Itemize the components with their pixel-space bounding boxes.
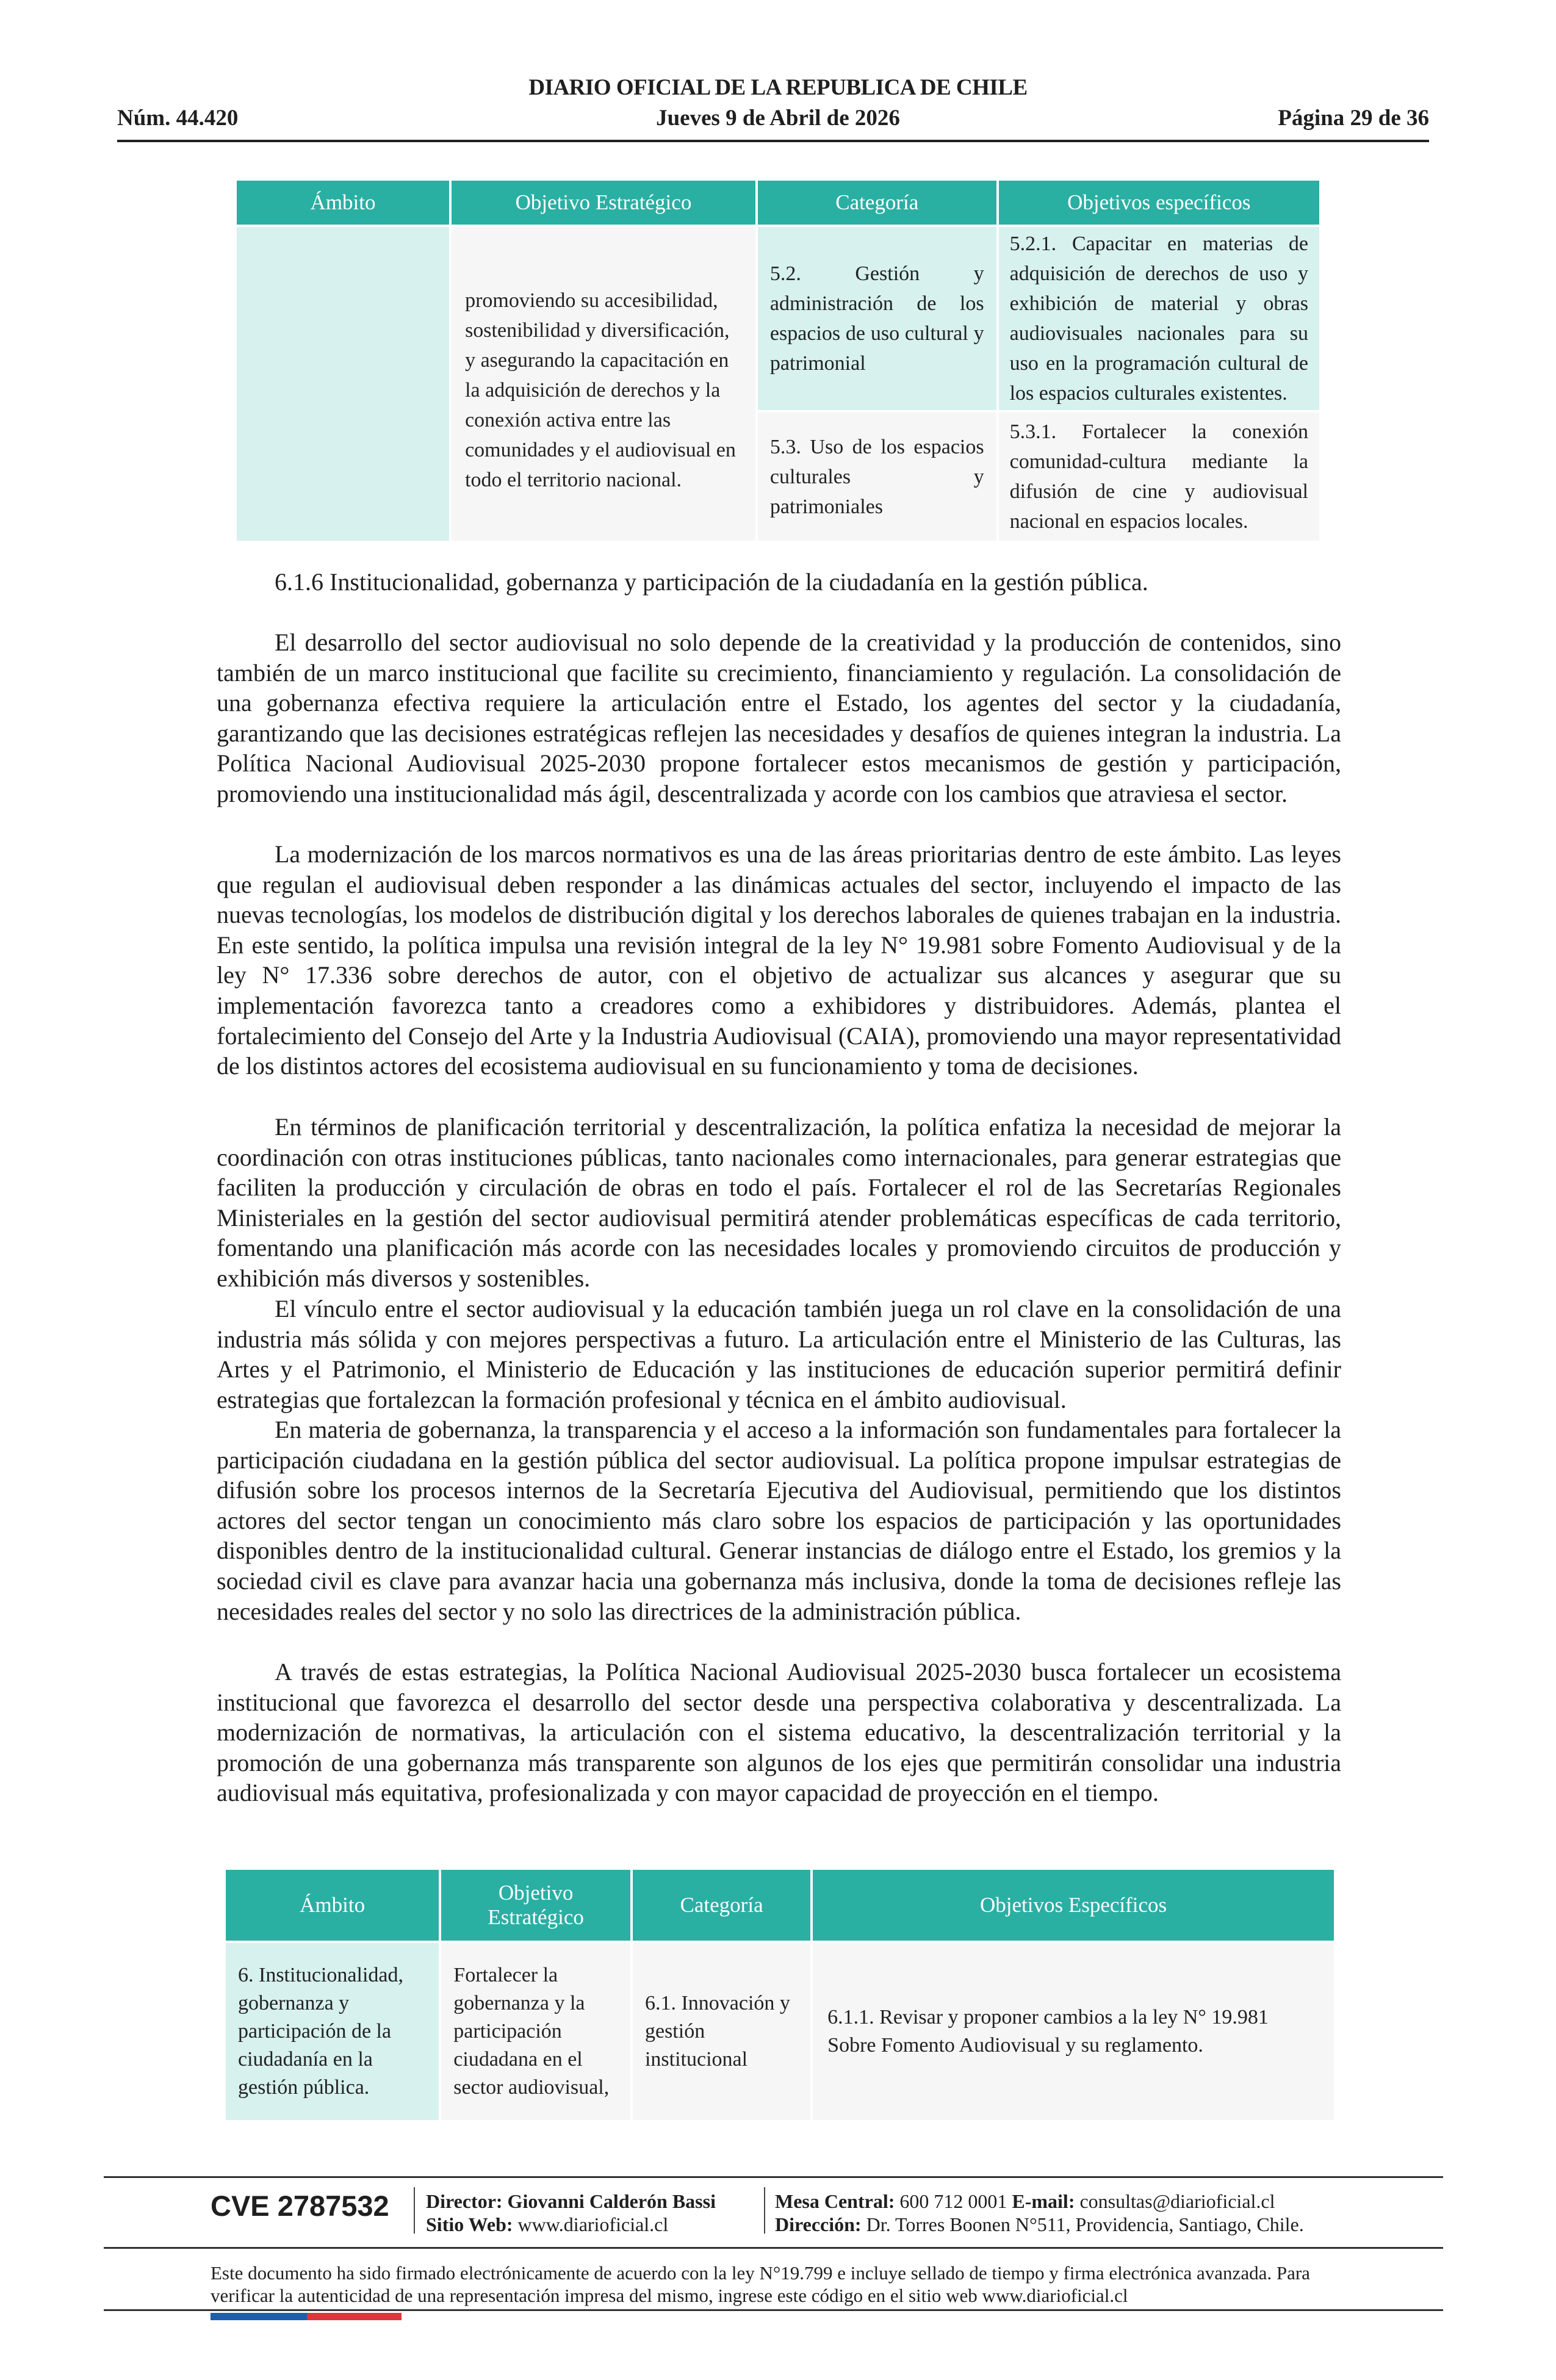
footer-divider [104,2176,1443,2178]
table-row [237,227,1319,410]
table-header-cell: Categoría [758,181,996,225]
body-paragraph: El desarrollo del sector audiovisual no solo depende de la creatividad y la producción de contenidos, sino también de un marco institucional que facilite su crecimiento, financiamiento y regulación. La consolidación de una gobernanza efectiva requiere la articulación entre el Estado, los agentes del sector y la ciudadanía, garantizando que las decisiones estratégicas reflejen las necesidades y desafíos de quienes integran la industria. La Política Nacional Audiovisual 2025-2030 propone fortalecer estos mecanismos de gestión y participación, promoviendo una institucionalidad más ágil, descentralizada y acorde con los cambios que atraviesa el sector. [217,629,1341,807]
director-label: Director: [426,2190,503,2212]
ambito-cell: 6. Institucionalidad, gobernanza y participación de la ciudadanía en la gestión pública. [226,1943,439,2120]
body-paragraph: En materia de gobernanza, la transparencia y el acceso a la información son fundamentales para fortalecer la participación ciudadana en la gestión pública del sector audiovisual. La política propone impulsar estrategias de difusión sobre los procesos internos de la Secretaría Ejecutiva del Audiovisual, permitiendo que los distintos actores del sector tengan un conocimiento más claro sobre los espacios de participación y las oportunidades disponibles dentro de la institucionalidad cultural. Generar instancias de diálogo entre el Estado, los gremios y la sociedad civil es clave para avanzar hacia una gobernanza más inclusiva, donde la toma de decisiones refleje las necesidades reales del sector y no solo las directrices de la administración pública. [217,1416,1341,1625]
address-text: Dr. Torres Boonen N°511, Providencia, Santiago, Chile. [866,2213,1304,2235]
gazette-title: DIARIO OFICIAL DE LA REPUBLICA DE CHILE [528,75,1028,100]
page-indicator: Página 29 de 36 [1278,106,1429,131]
footer-divider [104,2309,1443,2311]
section-heading: 6.1.6 Institucionalidad, gobernanza y participación de la ciudadanía en la gestión pública. [275,568,1148,596]
table-header-cell: Objetivo Estratégico [452,181,755,225]
footer-separator [414,2187,415,2234]
footer-separator [764,2187,765,2234]
cve-code: CVE 2787532 [211,2190,389,2222]
category-cell: 5.3. Uso de los espacios culturales y patrimoniales [758,413,996,541]
director-info [426,2190,716,2236]
table-header-cell: Objetivos específicos [999,181,1319,225]
objective-text: promoviendo su accesibilidad, sostenibilidad y diversificación, y asegurando la capacitación en la adquisición de derechos y la conexión activa entre las comunidades y el audiovisual en todo el territorio nacional. [465,289,736,491]
table-header-cell: Ámbito [237,181,449,225]
table-header-row [237,181,1319,225]
table-header-cell: Ámbito [226,1870,439,1941]
address-label: Dirección: [775,2213,862,2235]
objectives-table-institutional [223,1867,1336,2122]
category-cell: 6.1. Innovación y gestión institucional [633,1943,810,2120]
signature-notice: Este documento ha sido firmado electrónicamente de acuerdo con la ley N°19.799 e incluye sellado de tiempo y firma electrónica avanzada. Para verificar la autenticidad de una representación impresa del mismo, ingrese este código en el sitio web www.diarioficial.cl [211,2262,1310,2306]
email-label: E-mail: [1012,2190,1075,2212]
ambito-cell [237,227,449,541]
phone-label: Mesa Central: [775,2190,895,2212]
contact-info [775,2190,1304,2236]
objective-cell [452,227,755,541]
table-header-row [226,1870,1334,1941]
table-header-cell: Objetivo Estratégico [441,1870,630,1941]
objective-cell: Fortalecer la gobernanza y la participación ciudadana en el sector audiovisual, [441,1943,630,2120]
website-link[interactable]: www.diarioficial.cl [517,2213,669,2235]
objectives-table-continued [234,178,1322,543]
table-header-cell: Categoría [633,1870,810,1941]
body-paragraph: El vínculo entre el sector audiovisual y la educación también juega un rol clave en la consolidación de una industria más sólida y con mejores perspectivas a futuro. La articulación entre el Ministerio de las Culturas, las Artes y el Patrimonio, el Ministerio de Educación y las instituciones de educación superior permitirá definir estrategias que fortalezcan la formación profesional y técnica en el ámbito audiovisual. [217,1295,1341,1413]
director-name: Giovanni Calderón Bassi [507,2190,716,2212]
footer-divider [104,2247,1443,2249]
web-label: Sitio Web: [426,2213,513,2235]
phone-number: 600 712 0001 [899,2190,1007,2212]
table-row [226,1943,1334,2120]
category-cell: 5.2. Gestión y administración de los espacios de uso cultural y patrimonial [758,227,996,410]
issue-date: Jueves 9 de Abril de 2026 [656,106,900,131]
header-divider [117,140,1429,142]
body-paragraph: En términos de planificación territorial y descentralización, la política enfatiza la necesidad de mejorar la coordinación con otras instituciones públicas, tanto nacionales como internacionales, para generar estrategias que faciliten la producción y circulación de obras en todo el país. Fortalecer el rol de las Secretarías Regionales Ministeriales en la gestión del sector audiovisual permitirá atender problemáticas específicas de cada territorio, fomentando una planificación más acorde con las necesidades locales y promoviendo circuitos de producción y exhibición más diversos y sostenibles. [217,1113,1341,1292]
specific-objective-cell: 6.1.1. Revisar y proponer cambios a la ley N° 19.981 Sobre Fomento Audiovisual y su reglamento. [813,1943,1334,2120]
specific-objective-cell: 5.2.1. Capacitar en materias de adquisición de derechos de uso y exhibición de material y obras audiovisuales nacionales para su uso en la programación cultural de los espacios culturales existentes. [999,227,1319,410]
specific-objective-cell: 5.3.1. Fortalecer la conexión comunidad-cultura mediante la difusión de cine y audiovisual nacional en espacios locales. [999,413,1319,541]
issue-number: Núm. 44.420 [117,106,239,131]
body-paragraph: A través de estas estrategias, la Política Nacional Audiovisual 2025-2030 busca fortalecer un ecosistema institucional que favorezca el desarrollo del sector desde una perspectiva colaborativa y descentralizada. La modernización de normativas, la articulación con el sistema educativo, la descentralización territorial y la promoción de una gobernanza más transparente son algunos de los ejes que permitirán consolidar una industria audiovisual más equitativa, profesionalizada y con mayor capacidad de proyección en el tiempo. [217,1658,1341,1807]
table-header-cell: Objetivos Específicos [813,1870,1334,1941]
flag-stripe-red [307,2313,402,2320]
email-link[interactable]: consultas@diarioficial.cl [1079,2190,1275,2212]
flag-stripe-blue [211,2313,307,2320]
body-paragraph: La modernización de los marcos normativos es una de las áreas prioritarias dentro de este ámbito. Las leyes que regulan el audiovisual deben responder a las dinámicas actuales del sector, incluyendo el impacto de las nuevas tecnologías, los modelos de distribución digital y los derechos laborales de quienes trabajan en la industria. En este sentido, la política impulsa una revisión integral de la ley N° 19.981 sobre Fomento Audiovisual y de la ley N° 17.336 sobre derechos de autor, con el objetivo de actualizar sus alcances y asegurar que su implementación favorezca tanto a creadores como a exhibidores y distribuidores. Además, plantea el fortalecimiento del Consejo del Arte y la Industria Audiovisual (CAIA), promoviendo una mayor representatividad de los distintos actores del ecosistema audiovisual en su funcionamiento y toma de decisiones. [217,840,1341,1080]
